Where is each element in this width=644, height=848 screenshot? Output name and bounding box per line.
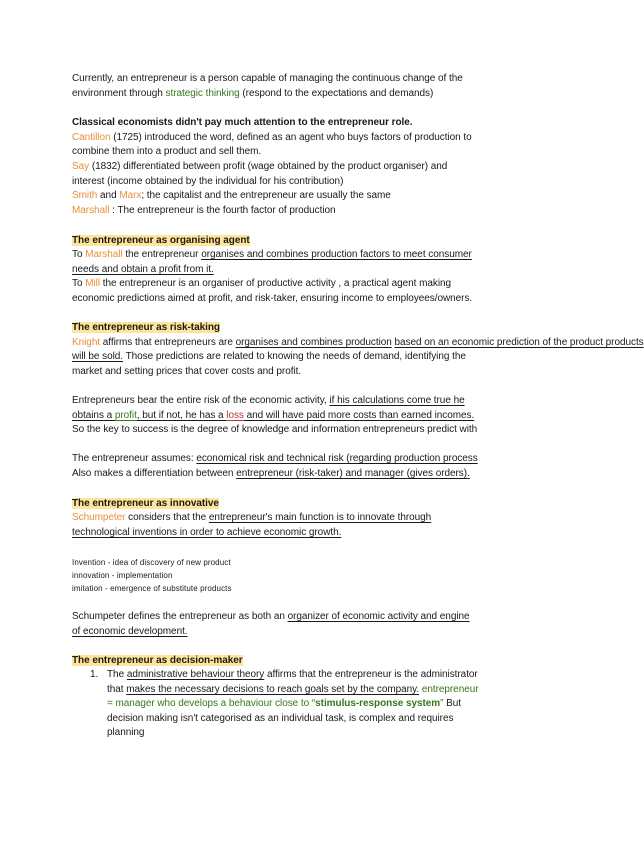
differentiation-text: Also makes a differentiation between — [72, 468, 237, 479]
marshall-text: : The entrepreneur is the fourth factor of production — [109, 205, 336, 216]
entrepreneur-manager-underlined: entrepreneur (risk-taker) and manager (gives orders). — [236, 468, 470, 479]
cantillon-text: (1725) introduced the word, defined as an agent who buys factors of production to — [110, 132, 472, 143]
strategic-thinking-term: strategic thinking — [165, 88, 240, 99]
risk-p2-line-3: So the key to success is the degree of knowledge and information entrepreneurs predict with — [72, 424, 478, 435]
risk-line-2 — [72, 350, 532, 365]
organising-line-4: economic predictions aimed at profit, and risk-taker, ensuring income to employees/owners. — [72, 293, 473, 304]
schumpeter-def-line-2 — [72, 625, 532, 640]
but-if-not-text: , but if not, he has a — [136, 410, 227, 421]
admin-theory-underlined: administrative behaviour theory — [126, 669, 265, 680]
decision-line-5: planning — [107, 727, 145, 738]
intro-text: environment through — [72, 88, 166, 99]
risk-heading — [72, 321, 532, 336]
risk-line-1 — [72, 336, 644, 351]
but-text: But — [443, 698, 461, 709]
cantillon-line-1 — [72, 131, 532, 146]
marshall-line — [72, 204, 532, 219]
risk-heading-text: The entrepreneur as risk-taking — [72, 322, 220, 333]
the-text: The — [107, 669, 127, 680]
innovative-heading — [72, 497, 532, 512]
risk-underlined-2: will be sold. — [72, 351, 124, 362]
decision-line-2 — [107, 683, 532, 698]
entrepreneur-green: entrepreneur — [421, 684, 479, 695]
organising-line-3 — [72, 277, 532, 292]
marx-name: Marx — [119, 190, 142, 201]
risk-p2-underlined: if his calculations come true he — [329, 395, 465, 406]
schumpeter-def-text: Schumpeter defines the entrepreneur as both an — [72, 611, 288, 622]
schumpeter-name: Schumpeter — [72, 512, 126, 523]
risk-p3-line-1 — [72, 452, 532, 467]
decision-heading — [72, 654, 532, 669]
intro-line-2 — [72, 87, 532, 102]
cantillon-line-2: combine them into a product and sell them. — [72, 146, 262, 157]
organising-heading-text: The entrepreneur as organising agent — [72, 235, 250, 246]
innovative-line-2 — [72, 526, 532, 541]
innovative-underlined-2: technological inventions in order to achieve economic growth. — [72, 527, 342, 538]
intro-line-1: Currently, an entrepreneur is a person capable of managing the continuous change of the — [72, 73, 463, 84]
classical-heading: Classical economists didn't pay much attention to the entrepreneur role. — [72, 117, 413, 128]
risk-text-2: Those predictions are related to knowing the needs of demand, identifying the — [123, 351, 466, 362]
risk-p2-line-1 — [72, 394, 532, 409]
organising-heading — [72, 234, 532, 249]
manager-green: = manager who develops a behaviour close to “ — [107, 698, 316, 709]
risk-types-underlined: economical risk and technical risk (regarding production process — [196, 453, 478, 464]
organising-underlined-1: organises and combines production factors to meet consumer — [201, 249, 472, 260]
stimulus-response-term: stimulus-response system — [315, 698, 441, 709]
to-text: To — [72, 249, 86, 260]
cantillon-name: Cantillon — [72, 132, 111, 143]
loss-term: loss — [226, 410, 244, 421]
admin-theory-text: affirms that the entrepreneur is the administrator — [264, 669, 478, 680]
decision-line-1 — [107, 668, 532, 683]
list-number: 1. — [90, 669, 99, 680]
to-text-2: To — [72, 278, 86, 289]
mill-name: Mill — [85, 278, 100, 289]
risk-p2-line-2 — [72, 409, 532, 424]
and-text: and — [97, 190, 120, 201]
organising-underlined-2: needs and obtain a profit from it. — [72, 264, 214, 275]
intro-text-end: (respond to the expectations and demands) — [239, 88, 434, 99]
risk-underlined-1b: based on an economic prediction of the product products — [394, 337, 644, 348]
decision-line-3 — [107, 697, 532, 712]
smith-name: Smith — [72, 190, 98, 201]
schumpeter-def-underlined-2: of economic development. — [72, 626, 188, 637]
knight-text: affirms that entrepreneurs are — [100, 337, 236, 348]
risk-line-3: market and setting prices that cover costs and profit. — [72, 366, 302, 377]
innovative-line-1 — [72, 511, 532, 526]
marshall-name-2: Marshall — [85, 249, 123, 260]
costs-text: and will have paid more costs than earned incomes. — [243, 410, 475, 421]
say-line-1 — [72, 160, 532, 175]
quote-close: ” — [440, 698, 444, 709]
schumpeter-def-underlined-1: organizer of economic activity and engine — [287, 611, 470, 622]
decisions-underlined: makes the necessary decisions to reach goals set by the company. — [126, 684, 420, 695]
obtains-text: obtains a — [72, 410, 115, 421]
say-name: Say — [72, 161, 90, 172]
assumes-text: The entrepreneur assumes: — [72, 453, 197, 464]
organising-mid: the entrepreneur — [122, 249, 202, 260]
risk-p3-line-2 — [72, 467, 532, 482]
innovative-underlined-1: entrepreneur's main function is to innovate through — [208, 512, 432, 523]
say-line-2: interest (income obtained by the individual for his contribution) — [72, 176, 344, 187]
profit-term: profit — [114, 410, 137, 421]
smith-marx-line — [72, 189, 532, 204]
organising-line-1 — [72, 248, 532, 263]
knight-name: Knight — [72, 337, 101, 348]
that-text: that — [107, 684, 127, 695]
innovative-heading-text: The entrepreneur as innovative — [72, 498, 219, 509]
mill-text: the entrepreneur is an organiser of productive activity , a practical agent making — [100, 278, 452, 289]
decision-heading-text: The entrepreneur as decision-maker — [72, 655, 243, 666]
marshall-name: Marshall — [72, 205, 110, 216]
organising-line-2 — [72, 263, 532, 278]
innovation-line: innovation - implementation — [72, 571, 173, 580]
imitation-line: imitation - emergence of substitute products — [72, 584, 232, 593]
schumpeter-text: considers that the — [125, 512, 209, 523]
smith-marx-text: ; the capitalist and the entrepreneur are usually the same — [141, 190, 391, 201]
risk-p2-text: Entrepreneurs bear the entire risk of the economic activity, — [72, 395, 330, 406]
decision-line-4: decision making isn't categorised as an individual task, is complex and requires — [107, 713, 454, 724]
say-text: (1832) differentiated between profit (wage obtained by the product organiser) and — [89, 161, 448, 172]
risk-underlined-1a: organises and combines production — [235, 337, 392, 348]
invention-line: Invention - idea of discovery of new product — [72, 558, 231, 567]
schumpeter-def-line-1 — [72, 610, 532, 625]
